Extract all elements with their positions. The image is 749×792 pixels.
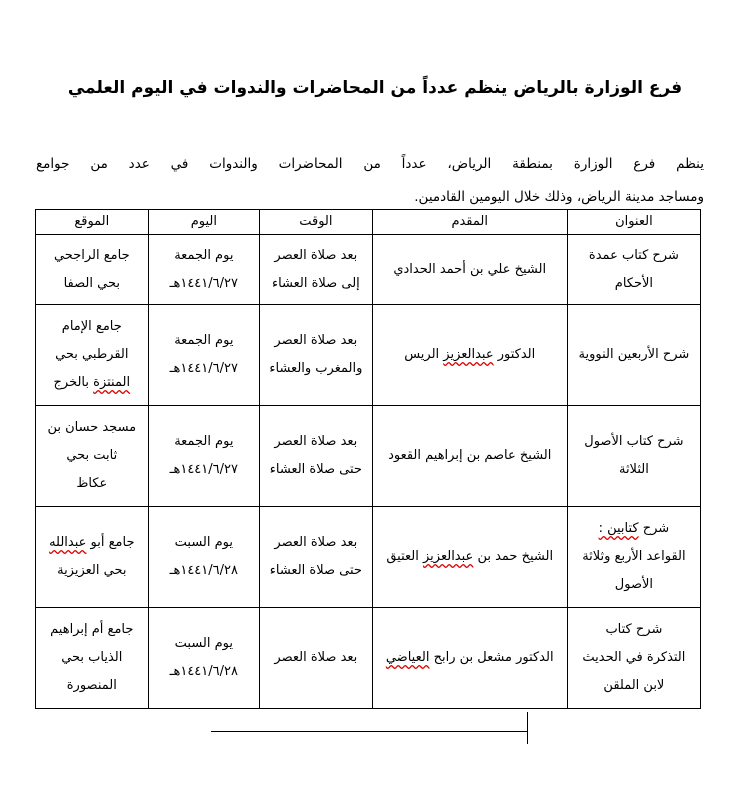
- cell-location: جامع الإمام القرطبي بحي المنتزة بالخرج: [36, 305, 149, 406]
- cell-location: جامع أم إبراهيم الذياب بحي المنصورة: [36, 608, 149, 709]
- cell-presenter: الشيخ حمد بن عبدالعزيز العتيق: [372, 507, 567, 608]
- intro-line-2: ومساجد مدينة الرياض، وذلك خلال اليومين القادمين.: [414, 189, 704, 205]
- header-location: الموقع: [36, 210, 149, 235]
- cell-day: يوم الجمعة ١٤٤١/٦/٢٧هـ: [148, 406, 260, 507]
- table-row: [36, 305, 701, 406]
- cell-day: يوم السبت ١٤٤١/٦/٢٨هـ: [148, 507, 260, 608]
- cell-day: يوم الجمعة ١٤٤١/٦/٢٧هـ: [148, 235, 260, 305]
- header-title: العنوان: [567, 210, 700, 235]
- bottom-rule: [211, 731, 527, 732]
- table-row: [36, 507, 701, 608]
- spell-flag: كتابين :: [598, 521, 639, 536]
- spell-flag: عبدالله: [49, 535, 87, 550]
- spell-flag: عبدالعزيز: [423, 549, 474, 564]
- cell-presenter: الشيخ علي بن أحمد الحدادي: [372, 235, 567, 305]
- cell-title: شرح كتاب عمدة الأحكام: [567, 235, 700, 305]
- cell-title: شرح الأربعين النووية: [567, 305, 700, 406]
- lecture-schedule-table: [35, 209, 701, 709]
- header-time: الوقت: [260, 210, 373, 235]
- cell-presenter: الدكتور مشعل بن رابح العياضي: [372, 608, 567, 709]
- text-cursor: [527, 712, 528, 744]
- cell-presenter: الشيخ عاصم بن إبراهيم القعود: [372, 406, 567, 507]
- cell-time: بعد صلاة العصر حتى صلاة العشاء: [260, 406, 373, 507]
- table-row: [36, 608, 701, 709]
- cell-time: بعد صلاة العصر حتى صلاة العشاء: [260, 507, 373, 608]
- spell-flag: المنتزة: [93, 375, 131, 390]
- document-title: فرع الوزارة بالرياض ينظم عدداً من المحاضرات والندوات في اليوم العلمي: [67, 78, 683, 98]
- header-day: اليوم: [148, 210, 260, 235]
- spell-flag: العياضي: [385, 650, 430, 665]
- cell-title: شرح كتابين : القواعد الأربع وثلاثة الأصول: [567, 507, 700, 608]
- cell-location: جامع أبو عبدالله بحي العزيزية: [36, 507, 149, 608]
- table-row: [36, 406, 701, 507]
- table-row: [36, 235, 701, 305]
- cell-time: بعد صلاة العصر إلى صلاة العشاء: [260, 235, 373, 305]
- cell-title: شرح كتاب الأصول الثلاثة: [567, 406, 700, 507]
- table-header-row: [36, 210, 701, 235]
- intro-paragraph: [36, 148, 704, 214]
- cell-day: يوم السبت ١٤٤١/٦/٢٨هـ: [148, 608, 260, 709]
- cell-time: بعد صلاة العصر والمغرب والعشاء: [260, 305, 373, 406]
- cell-day: يوم الجمعة ١٤٤١/٦/٢٧هـ: [148, 305, 260, 406]
- header-presenter: المقدم: [372, 210, 567, 235]
- cell-location: مسجد حسان بن ثابت بحي عكاظ: [36, 406, 149, 507]
- cell-title: شرح كتاب التذكرة في الحديث لابن الملقن: [567, 608, 700, 709]
- intro-line-1: ينظم فرع الوزارة بمنطقة الرياض، عدداً من المحاضرات والندوات في عدد من جوامع: [36, 156, 704, 172]
- cell-time: بعد صلاة العصر: [260, 608, 373, 709]
- spell-flag: عبدالعزيز: [443, 347, 494, 362]
- cell-location: جامع الراجحي بحي الصفا: [36, 235, 149, 305]
- cell-presenter: الدكتور عبدالعزيز الريس: [372, 305, 567, 406]
